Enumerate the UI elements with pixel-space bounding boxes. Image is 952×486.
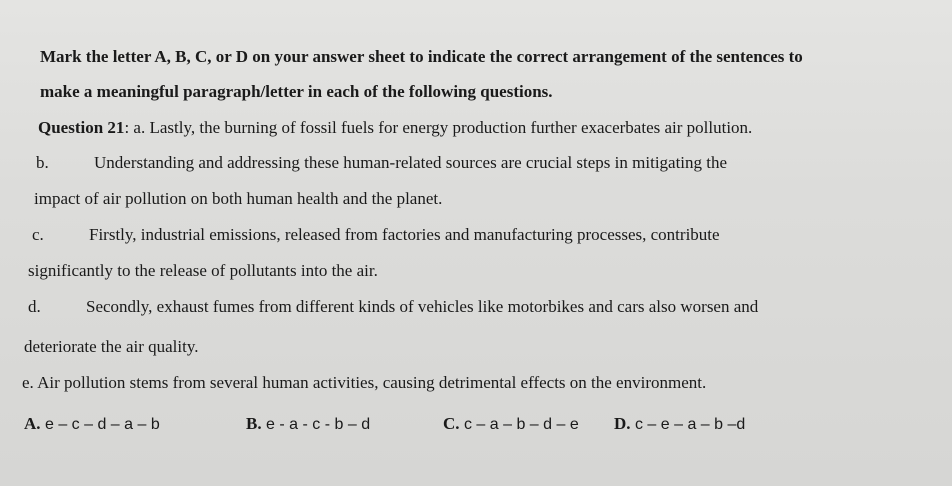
option-b-letter: B. (246, 414, 262, 433)
sentence-b-letter: b. (36, 153, 49, 172)
question-label: Question 21 (38, 118, 125, 137)
option-a-value: e – c – d – a – b (44, 416, 160, 433)
option-d[interactable] (614, 414, 745, 434)
sentence-b-line-1 (36, 152, 728, 174)
sentence-d-text-1: Secondly, exhaust fumes from different kinds of vehicles like motorbikes and cars also worsen and (86, 297, 759, 316)
option-a[interactable] (24, 414, 160, 434)
question-line-a (38, 117, 752, 139)
instruction-line-2: make a meaningful paragraph/letter in each of the following questions. (40, 82, 553, 101)
option-c[interactable] (443, 414, 579, 434)
sentence-c-line-2: significantly to the release of pollutants into the air. (28, 261, 378, 280)
option-b[interactable] (246, 414, 370, 434)
sentence-c-text-1: Firstly, industrial emissions, released from factories and manufacturing processes, contribute (89, 225, 720, 244)
sentence-a: : a. Lastly, the burning of fossil fuels for energy production further exacerbates air pollution. (124, 118, 753, 137)
option-c-letter: C. (443, 414, 460, 433)
option-d-letter: D. (614, 414, 631, 433)
sentence-c-line-1 (32, 224, 720, 246)
instruction-line-1: Mark the letter A, B, C, or D on your answer sheet to indicate the correct arrangement of the sentences to (40, 47, 803, 66)
option-d-value: c – e – a – b –d (634, 416, 746, 433)
sentence-c-letter: c. (32, 225, 44, 244)
sentence-d-letter: d. (28, 297, 41, 316)
option-b-value: e - a - c - b – d (266, 416, 371, 433)
sentence-e: e. Air pollution stems from several human activities, causing detrimental effects on the environment. (22, 373, 707, 392)
option-c-value: c – a – b – d – e (463, 416, 579, 433)
option-a-letter: A. (24, 414, 41, 433)
sentence-b-line-2: impact of air pollution on both human health and the planet. (34, 189, 443, 208)
sentence-b-text-1: Understanding and addressing these human-related sources are crucial steps in mitigating the (94, 153, 728, 172)
sentence-d-line-1 (28, 296, 759, 318)
sentence-d-line-2: deteriorate the air quality. (24, 337, 199, 356)
